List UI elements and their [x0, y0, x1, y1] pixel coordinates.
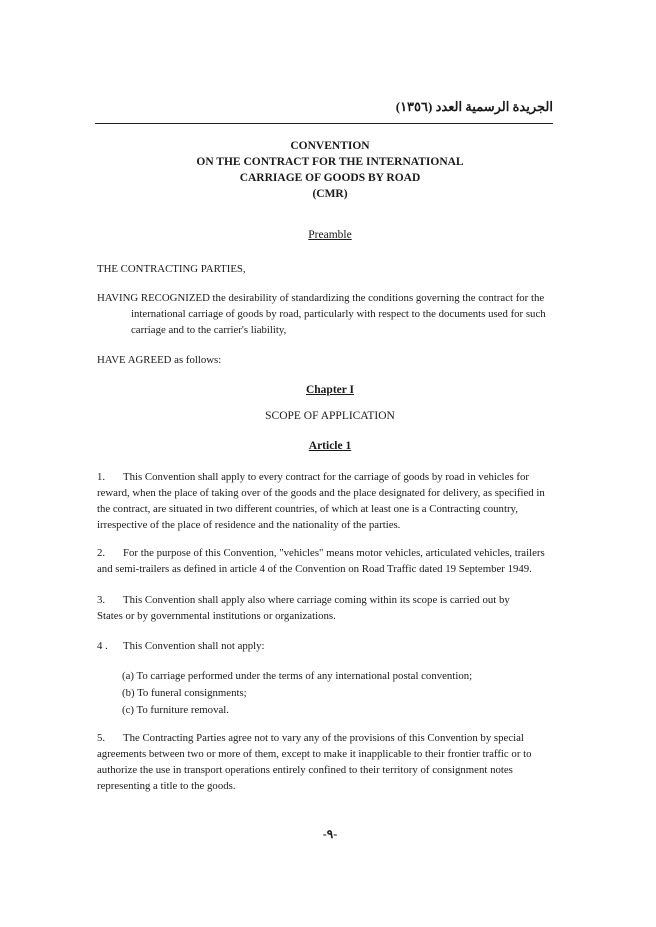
paragraph-line: This Convention shall apply to every contract for the carriage of goods by road in vehicles for [123, 471, 529, 483]
paragraph-line: The Contracting Parties agree not to vary any of the provisions of this Convention by special [123, 732, 524, 744]
paragraph-line: This Convention shall apply also where carriage coming within its scope is carried out by [123, 594, 510, 606]
page-number: -٩- [322, 827, 338, 841]
contracting-parties: THE CONTRACTING PARTIES, [97, 263, 246, 275]
recognized-line-3: carriage and to the carrier's liability, [131, 324, 287, 336]
paragraph-line: authorize the use in transport operations entirely confined to their territory of consignment notes [97, 764, 513, 776]
article-paragraph-4 [97, 638, 562, 654]
title-line-1: CONVENTION [290, 140, 370, 152]
paragraph-line: reward, when the place of taking over of the goods and the place designated for delivery, as specified in [97, 487, 545, 499]
article-paragraph-3 [97, 592, 562, 624]
recognized-line-2: international carriage of goods by road, particularly with respect to the documents used for such [131, 308, 546, 320]
paragraph-number: 1. [97, 471, 106, 483]
paragraph-number: 2. [97, 547, 106, 559]
paragraph-line: representing a title to the goods. [97, 780, 236, 792]
paragraph-number: 5. [97, 732, 106, 744]
article-paragraph-2 [97, 545, 562, 577]
recognized-line-1: HAVING RECOGNIZED the desirability of standardizing the conditions governing the contract for the [97, 292, 545, 304]
title-line-2: ON THE CONTRACT FOR THE INTERNATIONAL [196, 156, 464, 168]
paragraph-line: For the purpose of this Convention, "vehicles" means motor vehicles, articulated vehicles, trailers [123, 547, 545, 559]
article-heading: Article 1 [308, 440, 352, 452]
title-line-3: CARRIAGE OF GOODS BY ROAD [239, 172, 421, 184]
recognized-paragraph [97, 290, 562, 338]
chapter-title: SCOPE OF APPLICATION [265, 410, 395, 422]
paragraph-line: and semi-trailers as defined in article 4 of the Convention on Road Traffic dated 19 September 1949. [97, 563, 532, 575]
header-rule [95, 123, 553, 124]
gazette-header: الجريدة الرسمية العدد (١٣٥٦) [395, 99, 553, 114]
paragraph-line: the contract, are situated in two different countries, of which at least one is a Contracting country, [97, 503, 518, 515]
article-paragraph-1 [97, 469, 562, 533]
article-paragraph-5 [97, 730, 562, 794]
paragraph-number: 4 . [97, 640, 108, 652]
document-title [95, 138, 565, 202]
preamble-heading: Preamble [308, 229, 352, 241]
agreed-statement: HAVE AGREED as follows: [97, 354, 222, 366]
chapter-heading: Chapter I [305, 384, 355, 396]
list-item: (b) To funeral consignments; [122, 687, 247, 699]
paragraph-line: States or by governmental institutions or organizations. [97, 610, 336, 622]
paragraph-line: irrespective of the place of residence and the nationality of the parties. [97, 519, 401, 531]
title-line-4: (CMR) [312, 188, 348, 200]
list-item: (c) To furniture removal. [122, 704, 229, 716]
paragraph-line: This Convention shall not apply: [123, 640, 265, 652]
paragraph-number: 3. [97, 594, 106, 606]
paragraph-line: agreements between two or more of them, except to make it inapplicable to their frontier traffic or to [97, 748, 532, 760]
exclusions-list [122, 668, 542, 719]
list-item: (a) To carriage performed under the terms of any international postal convention; [122, 670, 473, 682]
